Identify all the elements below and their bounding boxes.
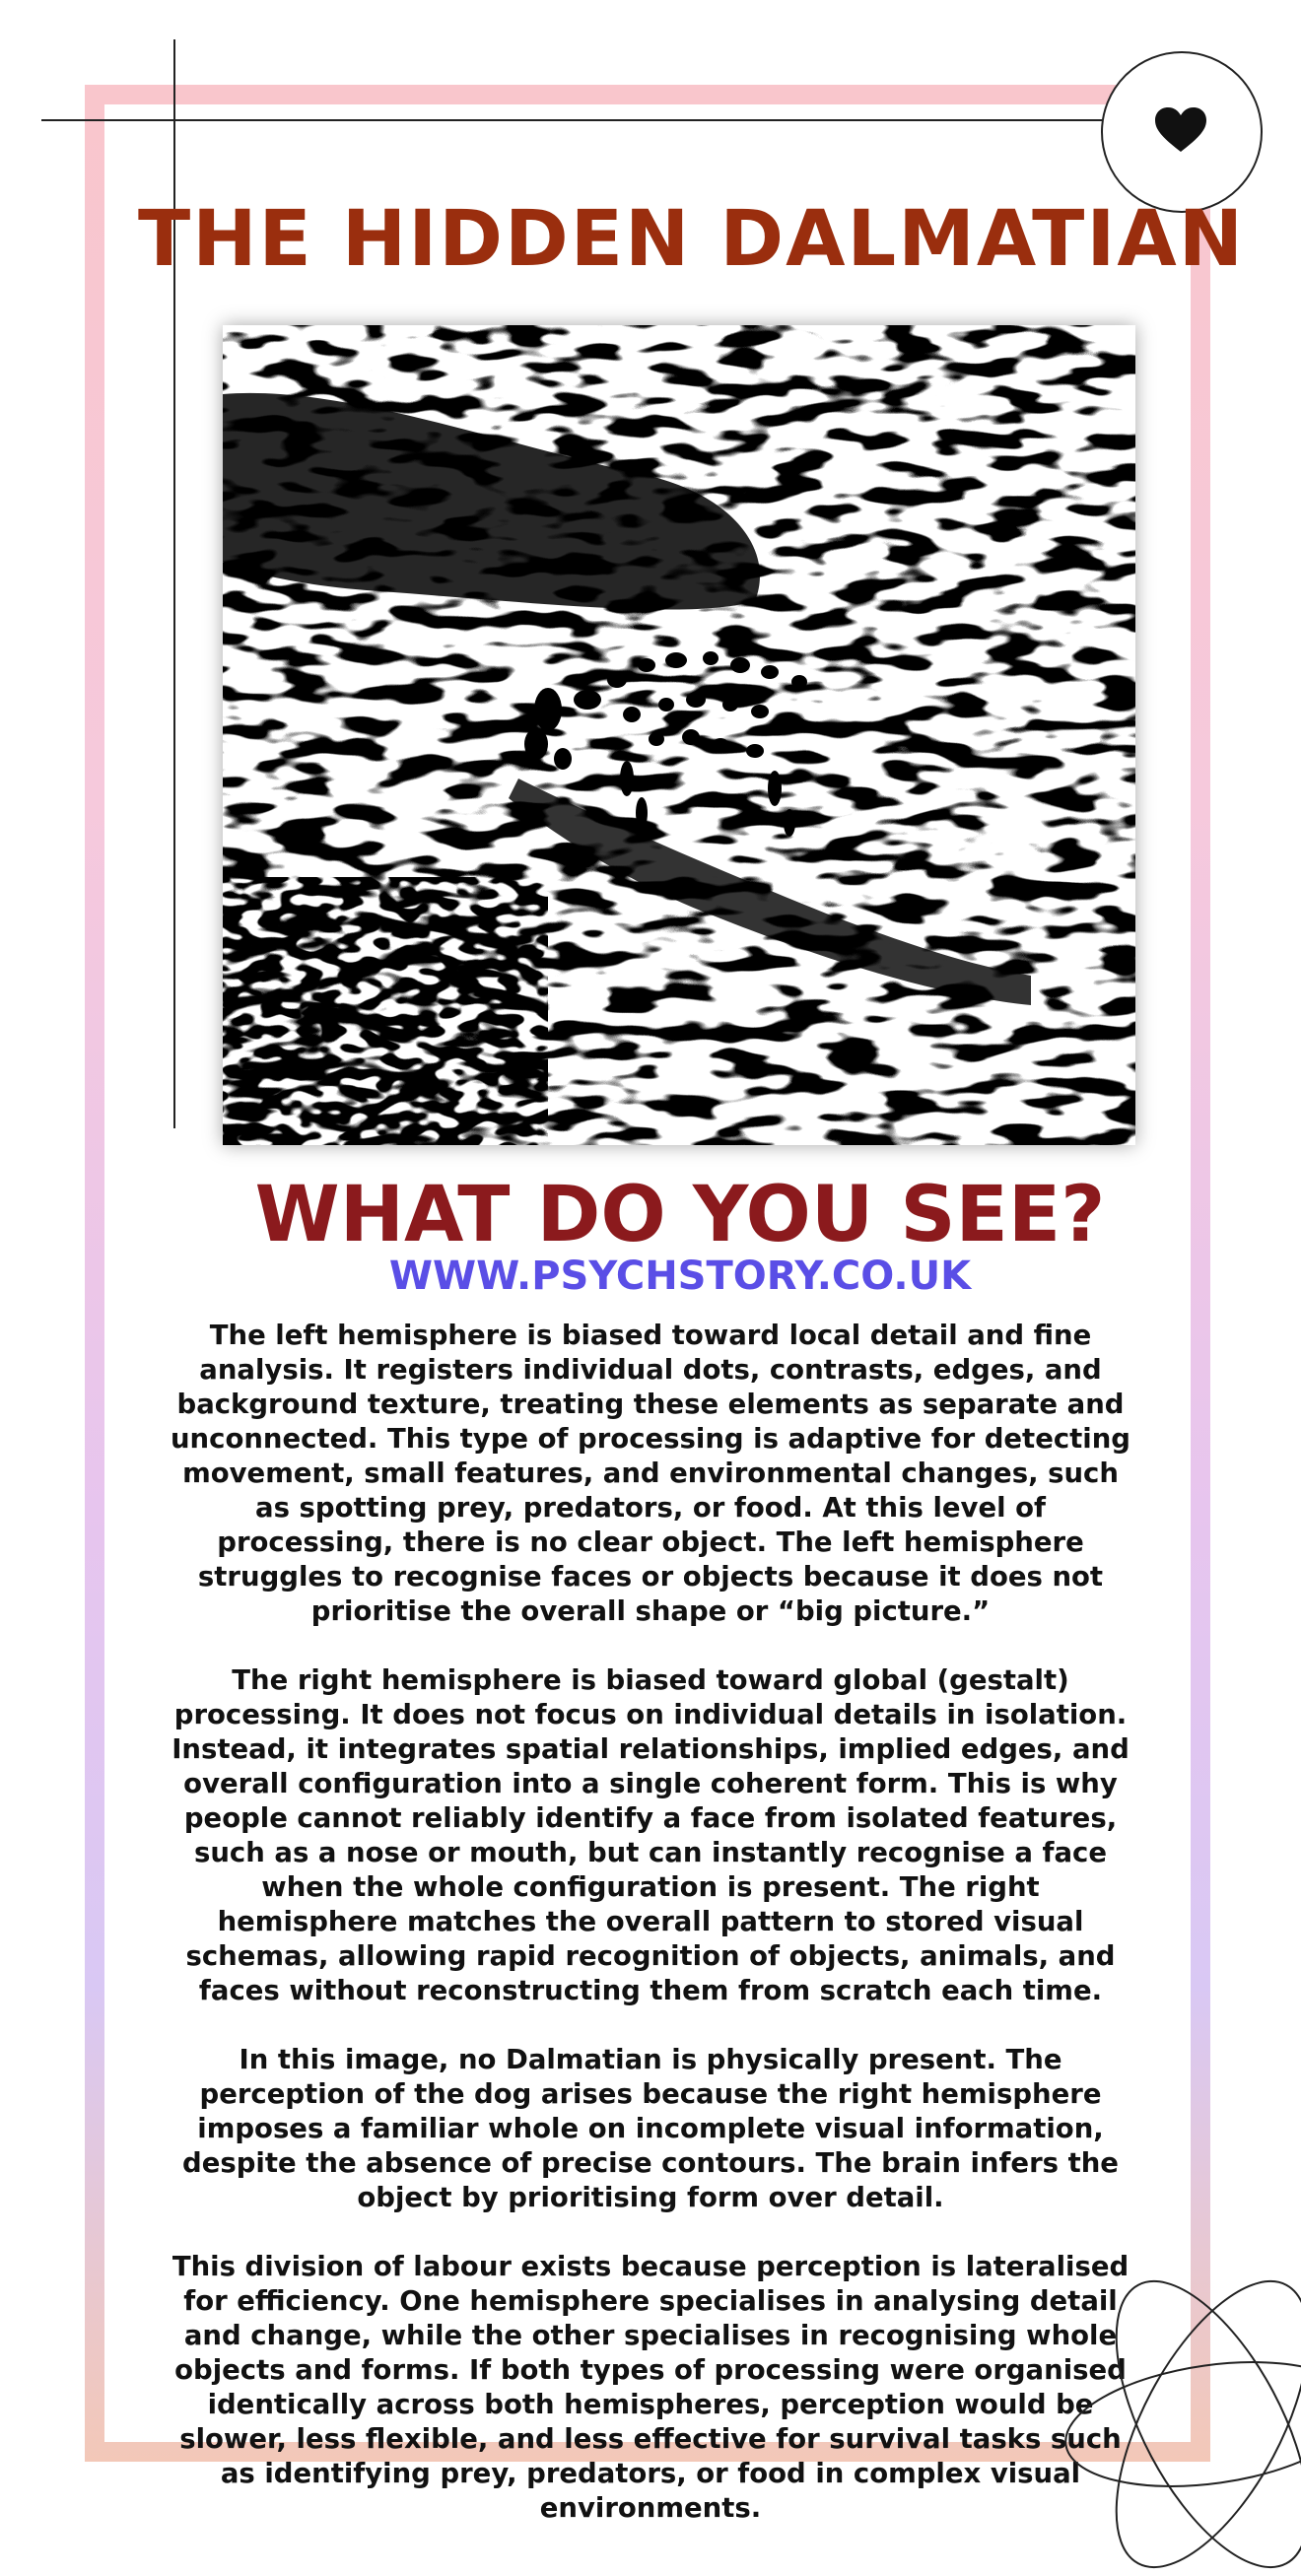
website-link[interactable]: WWW.PSYCHSTORY.CO.UK — [388, 1254, 972, 1299]
orbit-decoration-icon — [1064, 2257, 1301, 2572]
dalmatian-illusion-image — [223, 325, 1135, 1145]
paragraph-right-hemisphere: The right hemisphere is biased toward global (gestalt) processing. It does not focus on individual details in isolation. Instead, it integrates spatial relationships, implied edges, and overall configuration into a single coherent form. This is why people cannot reliably identify a face from isolated features, such as a nose or mouth, but can instantly recognise a face when the whole configuration is present. The right hemisphere matches the overall pattern to stored visual schemas, allowing rapid recognition of objects, animals, and faces without reconstructing them from scratch each time. — [171, 1664, 1130, 2006]
page-title: THE HIDDEN DALMATIAN — [138, 195, 1246, 284]
paragraph-left-hemisphere: The left hemisphere is biased toward local detail and fine analysis. It registers individual dots, contrasts, edges, and background texture, treating these elements as separate and unconnected. This type of processing is adaptive for detecting movement, small features, and environmental changes, such as spotting prey, predators, or food. At this level of processing, there is no clear object. The left hemisphere struggles to recognise faces or objects because it does not prioritise the overall shape or “big picture.” — [170, 1320, 1130, 1627]
explanation-text — [168, 1319, 1133, 2526]
question-heading: WHAT DO YOU SEE? — [254, 1171, 1106, 1259]
paragraph-image-explanation: In this image, no Dalmatian is physically present. The perception of the dog arises because the right hemisphere imposes a familiar whole on incomplete visual information, despite the absence of precise contours. The brain infers the object by prioritising form over detail. — [182, 2044, 1119, 2213]
heart-icon — [1153, 106, 1208, 154]
horizontal-rule — [41, 119, 1126, 121]
paragraph-lateralisation: This division of labour exists because perception is lateralised for efficiency. One hemisphere specialises in analysing detail and change, while the other specialises in recognising whole objects and forms. If both types of processing were organised identically across both hemispheres, perception would be slower, less flexible, and less effective for survival tasks such as identifying prey, predators, or food in complex visual environments. — [171, 2251, 1130, 2524]
